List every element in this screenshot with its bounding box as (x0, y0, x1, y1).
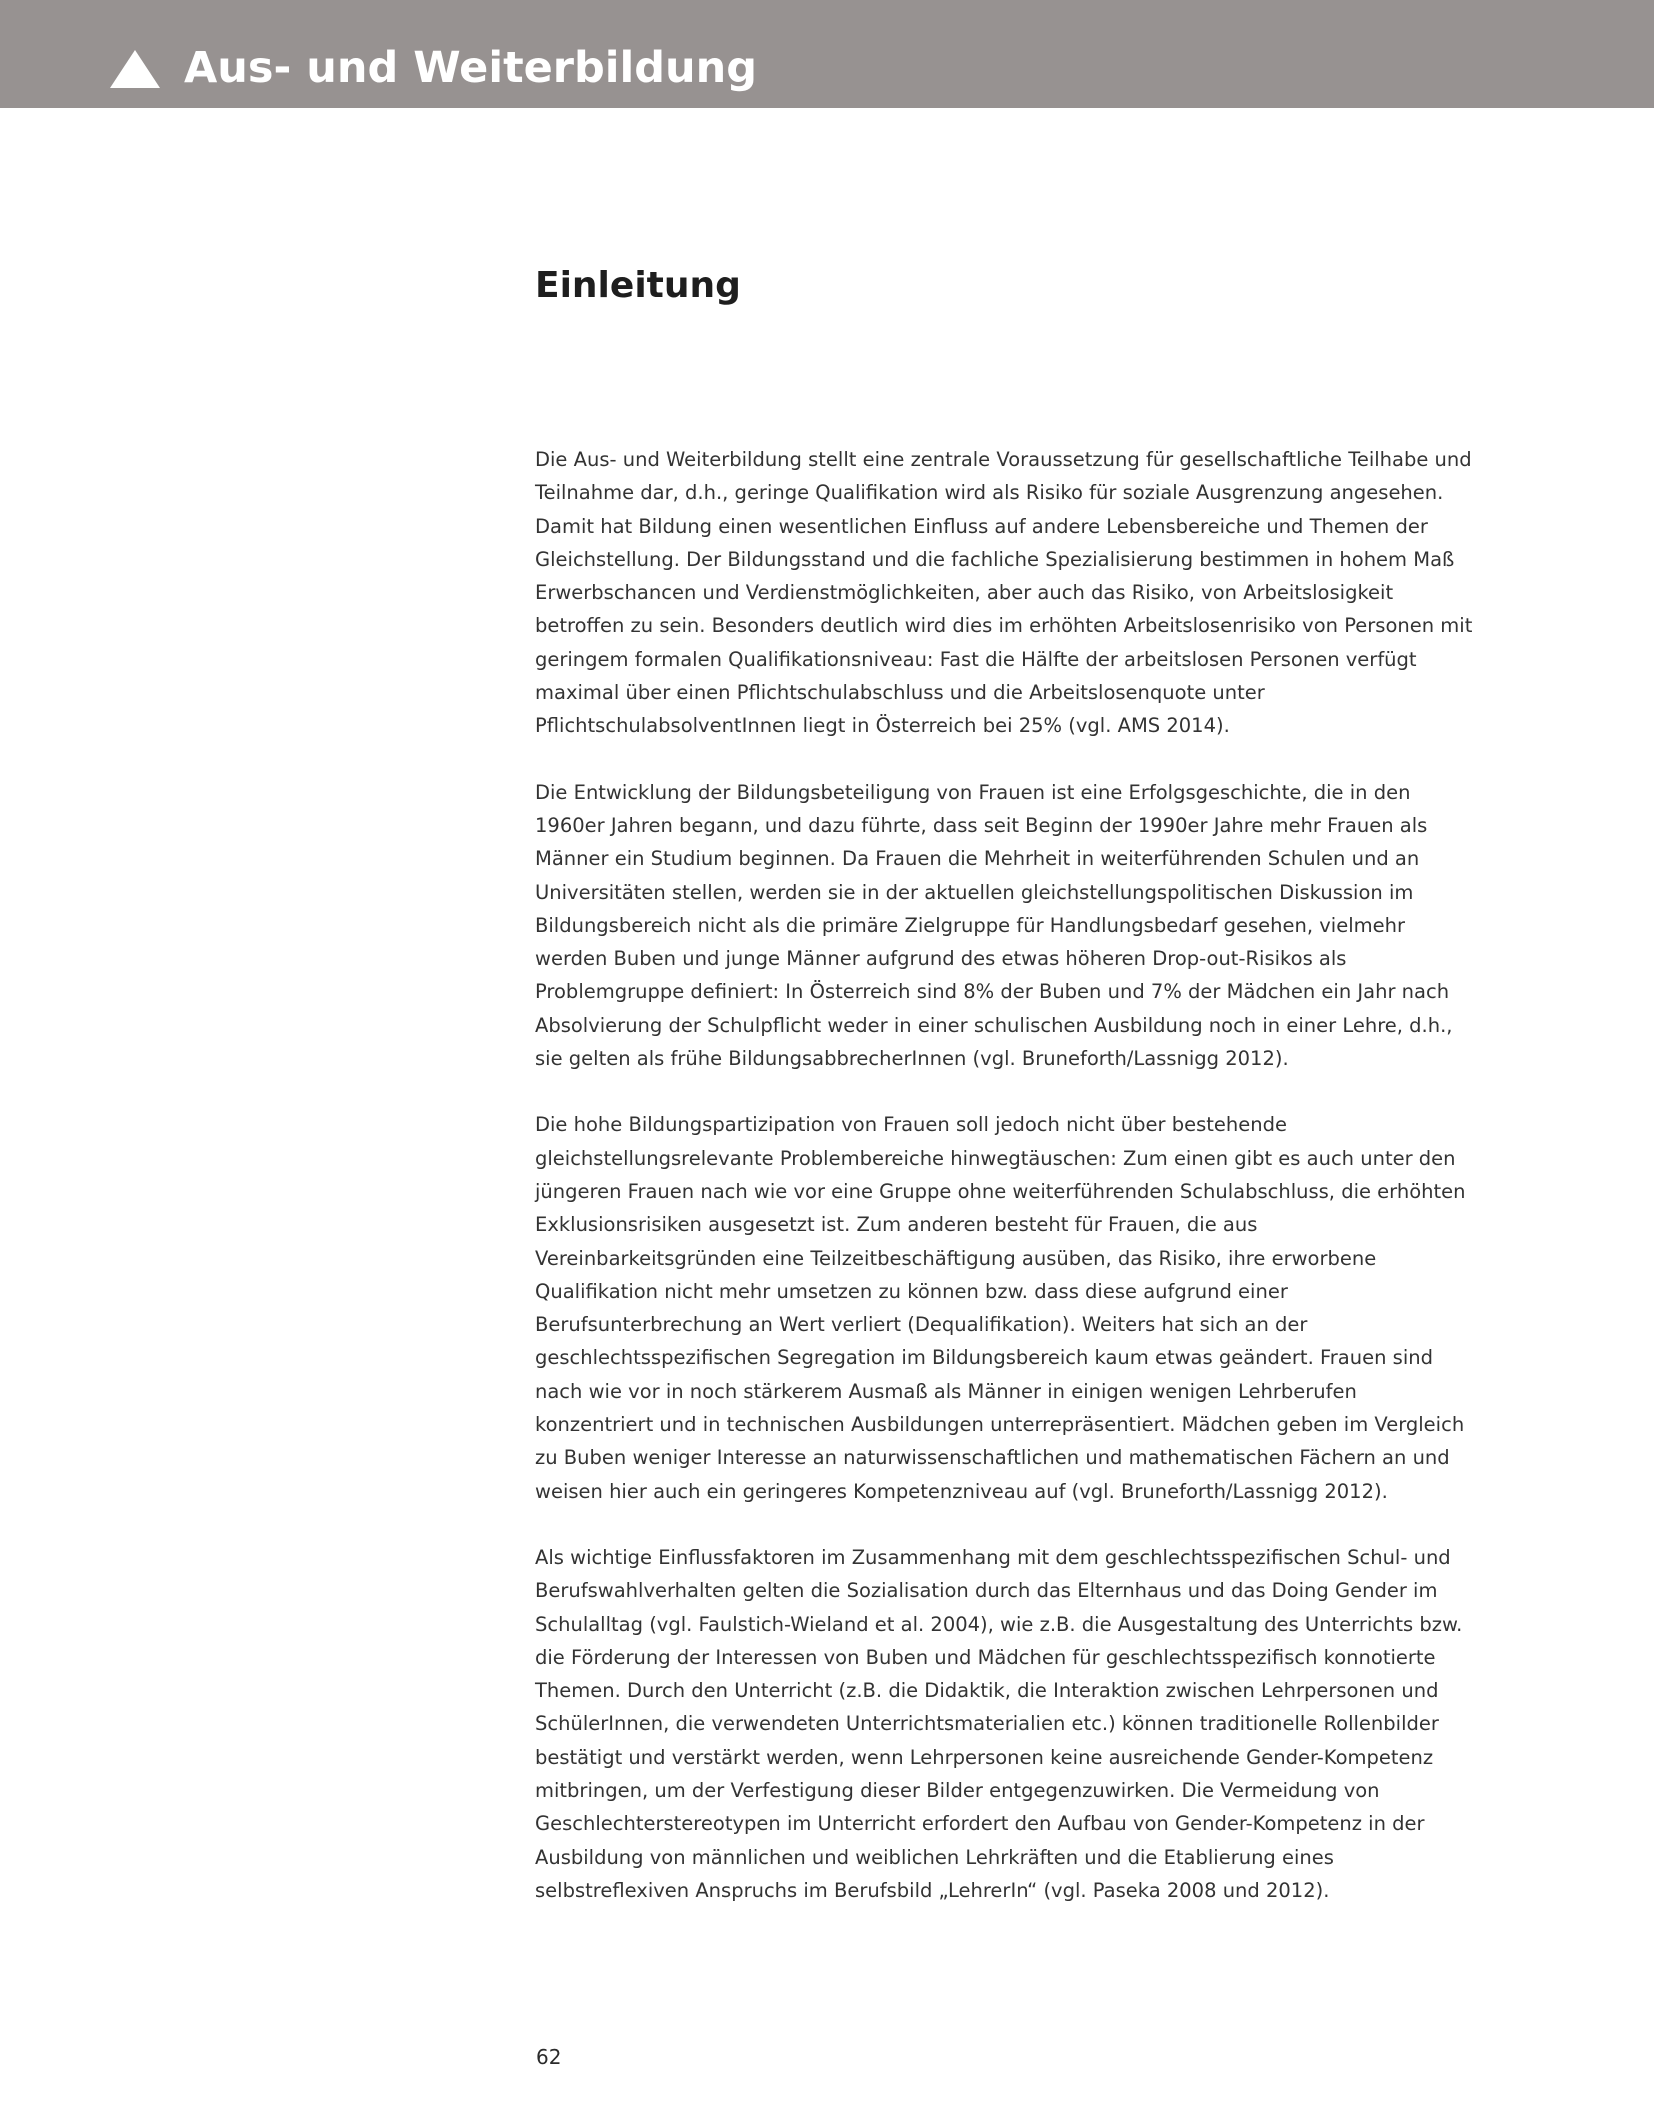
page-number: 62 (536, 2045, 562, 2069)
paragraph-2: Die Entwicklung der Bildungsbeteiligung von Frauen ist eine Erfolgsgeschichte, die in den 1960er Jahren begann, und dazu führte, dass seit Beginn der 1990er Jahre mehr Frauen als Männer ein Studium beginnen. Da Frauen die Mehrheit in weiterführenden Schulen und an Universitäten stellen, werden sie in der aktuellen gleichstellungspolitischen Diskussion im Bildungsbereich nicht als die primäre Zielgruppe für Handlungsbedarf gesehen, vielmehr werden Buben und junge Männer aufgrund des etwas höheren Drop-out-Risikos als Problemgruppe definiert: In Österreich sind 8% der Buben und 7% der Mädchen ein Jahr nach Absolvierung der Schulpflicht weder in einer schulischen Ausbildung noch in einer Lehre, d.h., sie gelten als frühe BildungsabbrecherInnen (vgl. Bruneforth/Lassnigg 2012). (535, 780, 1453, 1071)
paragraph-1: Die Aus- und Weiterbildung stellt eine zentrale Voraussetzung für gesellschaftliche Teilhabe und Teilnahme dar, d.h., geringe Qualifikation wird als Risiko für soziale Ausgrenzung angesehen. Damit hat Bildung einen wesentlichen Einfluss auf andere Lebensbereiche und Themen der Gleichstellung. Der Bildungsstand und die fachliche Spezialisierung bestimmen in hohem Maß Erwerbschancen und Verdienstmöglichkeiten, aber auch das Risiko, von Arbeitslosigkeit betroffen zu sein. Besonders deutlich wird dies im erhöhten Arbeitslosenrisiko von Personen mit geringem formalen Qualifikationsniveau: Fast die Hälfte der arbeitslosen Personen verfügt maximal über einen Pflichtschulabschluss und die Arbeitslosenquote unter PflichtschulabsolventInnen liegt in Österreich bei 25% (vgl. AMS 2014). (535, 448, 1473, 738)
section-heading: Einleitung (535, 265, 741, 306)
chapter-title: Aus- und Weiterbildung (184, 43, 758, 93)
paragraph-4: Als wichtige Einflussfaktoren im Zusammenhang mit dem geschlechtsspezifischen Schul- und Berufswahlverhalten gelten die Sozialisation durch das Elternhaus und das Doing Gender im Schulalltag (vgl. Faulstich-Wieland et al. 2004), wie z.B. die Ausgestaltung des Unterrichts bzw. die Förderung der Interessen von Buben und Mädchen für geschlechtsspezifisch konnotierte Themen. Durch den Unterricht (z.B. die Didaktik, die Interaktion zwischen Lehrpersonen und SchülerInnen, die verwendeten Unterrichtsmaterialien etc.) können traditionelle Rollenbilder bestätigt und verstärkt werden, wenn Lehrpersonen keine ausreichende Gender-Kompetenz mitbringen, um der Verfestigung dieser Bilder entgegenzuwirken. Die Vermeidung von Geschlechterstereotypen im Unterricht erfordert den Aufbau von Gender-Kompetenz in der Ausbildung von männlichen und weiblichen Lehrkräften und die Etablierung eines selbstreflexiven Anspruchs im Berufsbild „LehrerIn“ (vgl. Paseka 2008 und 2012). (535, 1545, 1463, 1902)
triangle-up-icon (110, 50, 160, 88)
chapter-header-band (0, 0, 1654, 108)
paragraph-3: Die hohe Bildungspartizipation von Frauen soll jedoch nicht über bestehende gleichstellungsrelevante Problembereiche hinwegtäuschen: Zum einen gibt es auch unter den jüngeren Frauen nach wie vor eine Gruppe ohne weiterführenden Schulabschluss, die erhöhten Exklusionsrisiken ausgesetzt ist. Zum anderen besteht für Frauen, die aus Vereinbarkeitsgründen eine Teilzeitbeschäftigung ausüben, das Risiko, ihre erworbene Qualifikation nicht mehr umsetzen zu können bzw. dass diese aufgrund einer Berufsunterbrechung an Wert verliert (Dequalifikation). Weiters hat sich an der geschlechtsspezifischen Segregation im Bildungsbereich kaum etwas geändert. Frauen sind nach wie vor in noch stärkerem Ausmaß als Männer in einigen wenigen Lehrberufen konzentriert und in technischen Ausbildungen unterrepräsentiert. Mädchen geben im Vergleich zu Buben weniger Interesse an naturwissenschaftlichen und mathematischen Fächern an und weisen hier auch ein geringeres Kompetenzniveau auf (vgl. Bruneforth/Lassnigg 2012). (535, 1113, 1466, 1503)
body-text (535, 443, 1480, 1940)
